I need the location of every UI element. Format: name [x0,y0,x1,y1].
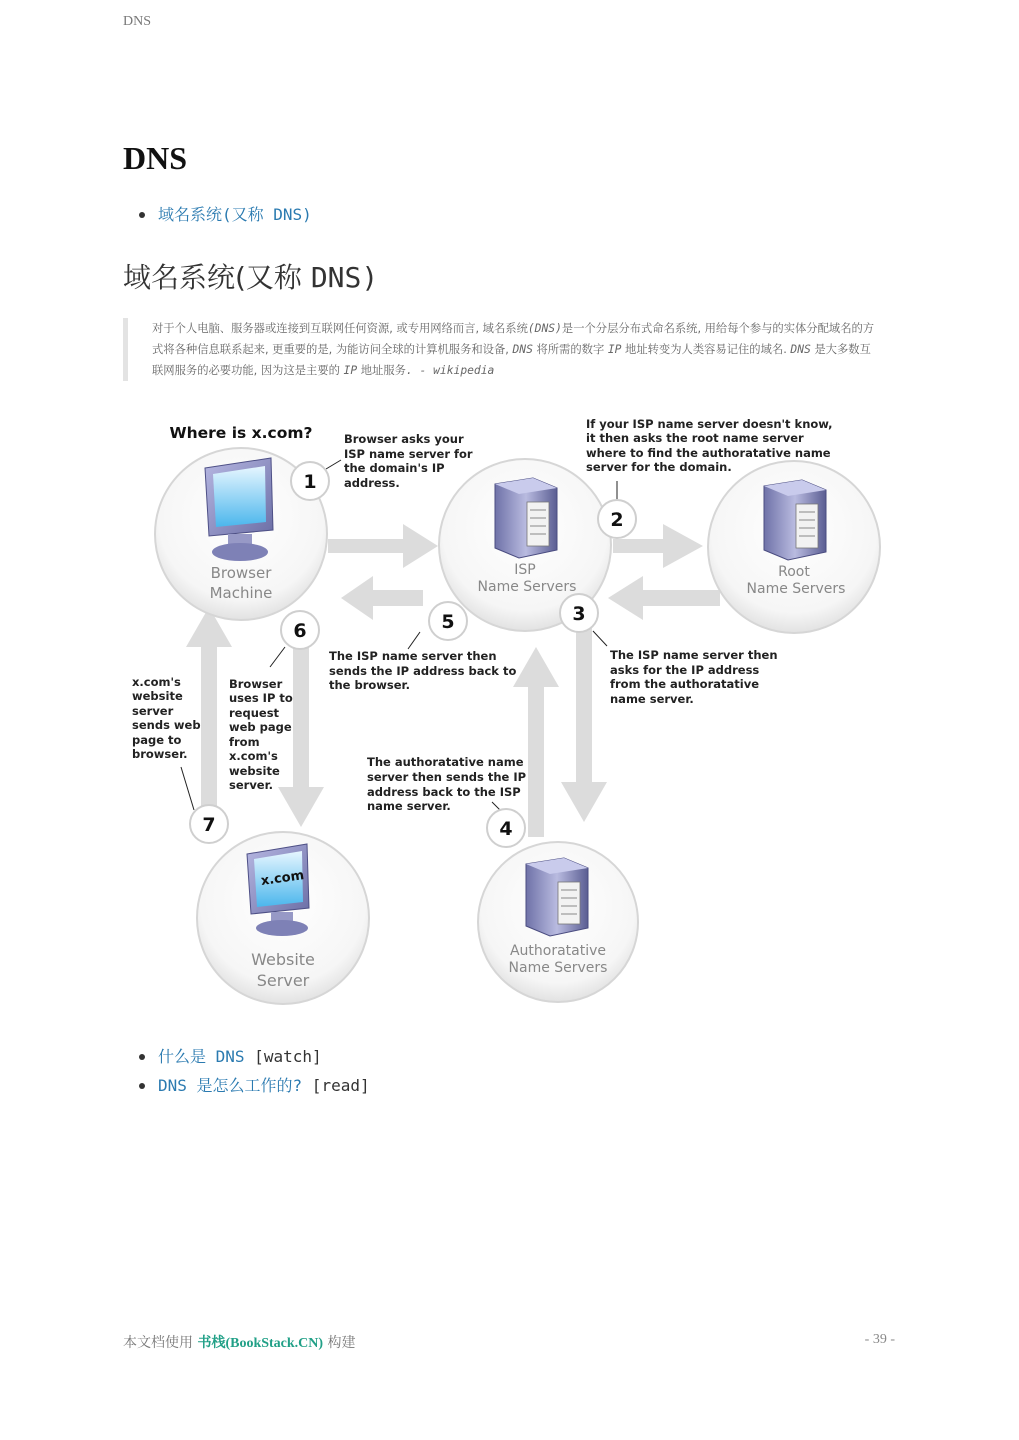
arrow-root-to-isp [608,576,720,620]
isp-server-icon [495,478,557,558]
website-server-node [197,832,369,1004]
step-badge-4 [487,809,525,847]
quote-text: 地址服务 [357,364,406,377]
root-node-label-line2: Name Servers [746,581,846,597]
quote-term: IP [607,343,622,356]
link-what-is-dns[interactable]: 什么是 DNS [158,1047,245,1066]
note-step-7: x.com's website server sends web page to browser. [132,675,201,761]
authoratative-server-icon [526,858,588,936]
page-number: - 39 - [864,1332,895,1347]
quote-term: DNS [512,343,533,356]
browser-node-label-line1: Browser [210,564,272,582]
quote-text: 对于个人电脑、服务器或连接到互联网任何资源, 或专用网络而言, 域名系统 [152,322,528,335]
note-step-4: The authoratative name server then sends the IP address back to the ISP name server. [367,755,527,813]
footer-credit [123,1332,356,1352]
quote-text: 是一个分层分布式命名系统, 用给每个参与的实体分配域名的方式将各种信息联系起来, 更重要的是, 为能访问全球的计算机服务和设备, [152,322,875,356]
link-how-dns-works[interactable]: DNS 是怎么工作的? [158,1076,303,1095]
step-badge-7 [190,805,228,843]
website-node-label-line1: Website [251,950,315,969]
footer-prefix: 本文档使用 [123,1335,198,1351]
running-header-title: DNS [123,14,152,29]
step-badge-5 [429,602,467,640]
section-heading-cn: 域名系统(又称 [123,261,311,294]
arrow-isp-to-browser [341,576,423,620]
note-step-3: The ISP name server then asks for the IP address from the authoratative name server. [610,648,778,706]
quote-text: 将所需的数字 [532,343,608,356]
step-number: 7 [202,814,216,836]
wikipedia-blockquote [123,318,880,381]
quote-text: 是大多数互联网服务的必要功能, 因为这是主要的 [152,343,871,377]
step-badge-2 [598,500,636,538]
footer-suffix: 构建 [323,1335,356,1351]
quote-text: 地址转变为人类容易记住的域名. [621,343,791,356]
table-of-contents [123,200,312,229]
step-number: 6 [293,620,307,642]
root-name-servers-node [708,461,880,633]
arrow-browser-to-website [278,647,324,827]
step-number: 2 [610,509,624,531]
isp-node-label-line1: ISP [514,562,536,578]
footer-brand-link[interactable]: 书栈(BookStack.CN) [197,1336,324,1351]
page-title: DNS [123,140,188,176]
toc-link-domain-system[interactable]: 域名系统(又称 DNS) [158,205,312,224]
auth-node-label-line1: Authoratative [509,943,607,959]
dns-resolution-diagram [123,412,893,1012]
step-badge-6 [281,611,319,649]
root-node-label-line1: Root [778,564,810,580]
root-server-icon [764,480,826,560]
section-heading [123,256,378,296]
website-screen-label: x.com [259,868,306,889]
quote-term: DNS [790,343,811,356]
authoratative-name-servers-node [478,842,638,1002]
quote-source: . - wikipedia [405,364,495,377]
arrow-website-to-browser [186,607,232,812]
arrow-isp-to-auth [561,622,607,822]
step-number: 1 [303,471,317,493]
link-tag-read: [read] [302,1076,370,1095]
quote-term: IP [343,364,358,377]
step-number: 4 [499,818,513,840]
step-number: 3 [572,603,586,625]
website-node-label-line2: Server [256,971,310,990]
arrow-browser-to-isp [328,524,438,568]
resource-link-item [123,1042,370,1071]
resource-link-item [123,1071,370,1100]
note-step-5: The ISP name server then sends the IP address back to the browser. [329,649,517,692]
resource-links-list [123,1042,370,1100]
step-badge-3 [560,594,598,632]
auth-node-label-line2: Name Servers [508,960,608,976]
isp-node-label-line2: Name Servers [477,579,577,595]
section-heading-mono: DNS) [310,261,379,294]
quote-term: (DNS) [527,322,562,335]
note-step-1: Browser asks your ISP name server for the domain's IP address. [344,432,473,490]
browser-node-label-line2: Machine [209,584,273,602]
link-tag-watch: [watch] [244,1047,322,1066]
note-step-2: If your ISP name server doesn't know, it then asks the root name server where to find the authoratative name server for the domain. [586,417,833,474]
toc-item [123,200,312,229]
step-badge-1 [291,462,329,500]
note-step-6: Browser uses IP to request web page from x.com's website server. [229,677,293,792]
step-number: 5 [441,611,455,633]
diagram-title: Where is x.com? [169,424,313,442]
